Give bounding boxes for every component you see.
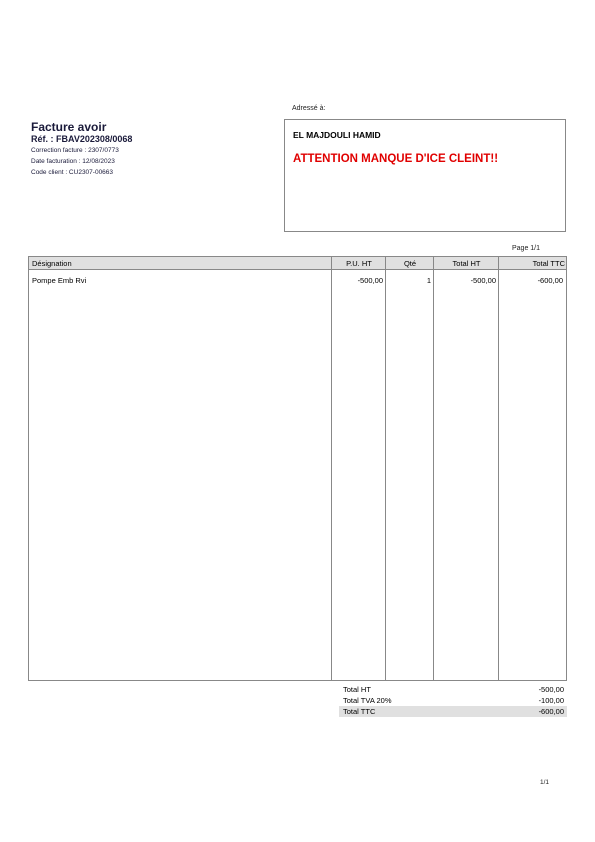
table-header (29, 257, 566, 270)
document-title: Facture avoir (31, 120, 107, 134)
warning-note: ATTENTION MANQUE D'ICE CLEINT!! (293, 153, 499, 165)
total-tva-value: -100,00 (538, 696, 564, 705)
total-ttc-row (339, 706, 567, 717)
header-unit-price: P.U. HT (346, 259, 372, 268)
total-tva-row (339, 695, 567, 706)
recipient-name: EL MAJDOULI HAMID (293, 130, 381, 140)
header-quantity: Qté (403, 259, 417, 268)
column-divider (331, 257, 332, 680)
total-ht-label: Total HT (343, 685, 371, 694)
row-unit-price: -500,00 (357, 276, 383, 285)
address-box (284, 119, 566, 232)
correction-reference: Correction facture : 2307/0773 (31, 147, 119, 154)
page-indicator: Page 1/1 (512, 245, 541, 252)
column-divider (433, 257, 434, 680)
invoice-date: Date facturation : 12/08/2023 (31, 158, 115, 165)
header-total-ttc: Total TTC (532, 259, 565, 268)
header-total-ht: Total HT (452, 259, 481, 268)
row-quantity: 1 (426, 276, 431, 285)
document-reference: Réf. : FBAV202308/0068 (31, 134, 133, 144)
row-designation: Pompe Emb Rvi (32, 276, 87, 285)
header-designation: Désignation (32, 259, 72, 268)
total-ttc-label: Total TTC (343, 707, 376, 716)
client-code: Code client : CU2307-00663 (31, 169, 114, 176)
column-divider (385, 257, 386, 680)
footer-page-number: 1/1 (540, 779, 550, 786)
row-total-ttc: -600,00 (537, 276, 563, 285)
invoice-lines-table (28, 256, 567, 681)
total-ttc-value: -600,00 (538, 707, 564, 716)
row-total-ht: -500,00 (470, 276, 496, 285)
total-tva-label: Total TVA 20% (343, 696, 392, 705)
total-ht-value: -500,00 (538, 685, 564, 694)
address-label: Adressé à: (292, 105, 326, 112)
column-divider (498, 257, 499, 680)
total-ht-row (339, 684, 567, 695)
totals-block (339, 684, 567, 717)
